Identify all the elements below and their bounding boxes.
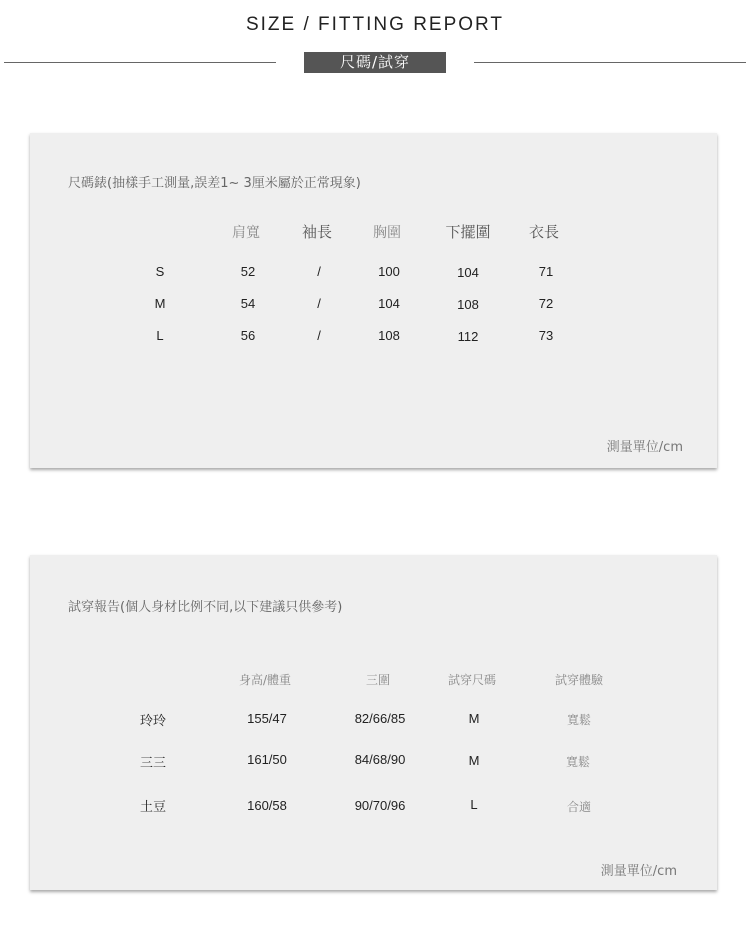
column-header: 三圍 xyxy=(365,673,391,687)
unit-label: 測量單位/cm xyxy=(606,440,683,455)
size-label: M xyxy=(154,296,166,311)
table-cell: 82/66/85 xyxy=(354,711,406,726)
table-cell: 合適 xyxy=(566,800,592,814)
fitting-report-card xyxy=(30,555,717,890)
table-cell: L xyxy=(470,797,478,812)
model-name: 三三 xyxy=(139,756,167,771)
table-cell: M xyxy=(468,753,480,768)
table-cell: 52 xyxy=(240,264,256,279)
table-cell: 71 xyxy=(538,264,554,279)
table-cell: 56 xyxy=(240,328,256,343)
page-title: SIZE / FITTING REPORT xyxy=(245,14,505,35)
table-cell: 161/50 xyxy=(247,752,287,767)
unit-label: 測量單位/cm xyxy=(600,864,677,879)
column-header: 身高/體重 xyxy=(238,673,292,687)
model-name: 土豆 xyxy=(139,800,167,815)
divider-right xyxy=(474,62,746,63)
size-label: S xyxy=(155,264,165,279)
table-cell: 寬鬆 xyxy=(566,713,592,727)
column-header: 肩寬 xyxy=(232,225,260,241)
table-cell: 108 xyxy=(378,328,400,343)
column-header: 衣長 xyxy=(528,223,560,241)
table-cell: 112 xyxy=(457,329,479,344)
table-cell: 54 xyxy=(240,296,256,311)
table-cell: / xyxy=(317,296,321,311)
divider-left xyxy=(4,62,276,63)
table-cell: / xyxy=(317,328,321,343)
section-badge: 尺碼/試穿 xyxy=(304,52,446,73)
column-header: 袖長 xyxy=(301,223,333,241)
table-cell: 84/68/90 xyxy=(354,752,406,767)
table-cell: 100 xyxy=(378,264,400,279)
column-header: 胸圍 xyxy=(373,225,401,241)
table-cell: 155/47 xyxy=(247,711,287,726)
size-chart-note: 尺碼錶(抽樣手工測量,誤差1~ 3厘米屬於正常現象) xyxy=(68,176,361,191)
table-cell: 104 xyxy=(378,296,400,311)
column-header: 試穿尺碼 xyxy=(447,673,497,687)
size-chart-card xyxy=(30,133,717,468)
size-label: L xyxy=(156,328,164,343)
model-name: 玲玲 xyxy=(139,714,167,729)
column-header: 試穿體驗 xyxy=(554,673,604,687)
fitting-report-note: 試穿報告(個人身材比例不同,以下建議只供參考) xyxy=(68,600,343,615)
table-cell: 73 xyxy=(538,328,554,343)
table-cell: 160/58 xyxy=(247,798,287,813)
table-cell: / xyxy=(317,264,321,279)
table-cell: 72 xyxy=(538,296,554,311)
table-cell: 108 xyxy=(457,297,479,312)
table-cell: 90/70/96 xyxy=(354,798,406,813)
table-cell: 104 xyxy=(457,265,479,280)
table-cell: 寬鬆 xyxy=(565,755,591,769)
table-cell: M xyxy=(468,711,480,726)
column-header: 下擺圍 xyxy=(445,223,491,241)
